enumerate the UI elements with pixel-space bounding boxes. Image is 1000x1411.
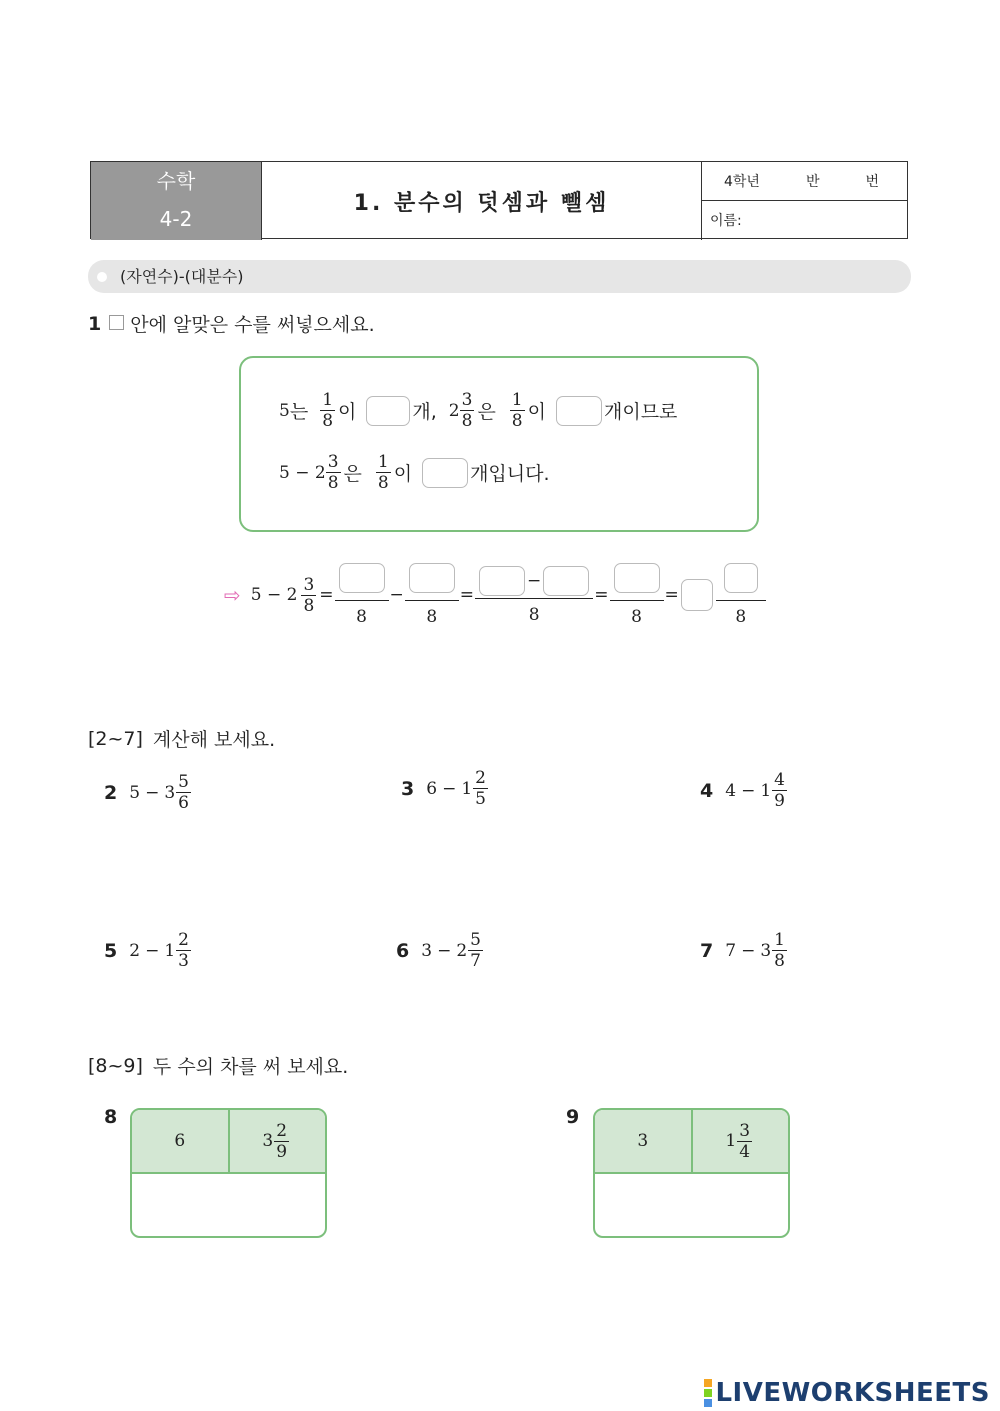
fraction — [376, 452, 391, 493]
minus-sign: − — [437, 940, 452, 961]
answer-input[interactable] — [556, 396, 602, 426]
question-instruction: 두 수의 차를 써 보세요. — [152, 1056, 349, 1078]
numerator: 1 — [774, 930, 785, 950]
math-number: 5 — [279, 400, 290, 421]
denominator: 9 — [276, 1141, 288, 1162]
number-label: 번 — [865, 174, 880, 190]
answer-area[interactable] — [132, 1174, 325, 1236]
table-cell-left: 6 — [174, 1131, 186, 1151]
question-number-8: 8 — [104, 1106, 118, 1128]
fraction — [176, 930, 191, 971]
text: 개, — [412, 401, 437, 423]
grade-class-row — [702, 162, 908, 201]
math-number: 3 — [421, 940, 433, 961]
denominator: 8 — [356, 607, 367, 627]
class-label: 반 — [805, 174, 820, 190]
question-number: 7 — [700, 939, 714, 962]
minus-sign: − — [527, 570, 542, 591]
table-values-row — [595, 1110, 788, 1174]
equals-sign: = — [664, 585, 679, 605]
whole-number: 3 — [262, 1131, 274, 1151]
answer-fraction — [405, 563, 459, 627]
answer-area[interactable] — [595, 1174, 788, 1236]
denominator: 8 — [461, 411, 473, 431]
problem-3 — [401, 768, 491, 809]
problem-6 — [396, 930, 486, 971]
answer-fraction — [335, 563, 389, 627]
worksheet-header — [90, 161, 908, 239]
name-row[interactable] — [702, 201, 908, 239]
numerator: 2 — [178, 930, 189, 950]
logo-mark-icon — [704, 1378, 712, 1408]
whole-number: 1 — [164, 940, 176, 961]
blank-square-icon — [109, 315, 124, 330]
fraction — [468, 930, 483, 971]
text: 개이므로 — [603, 401, 678, 423]
minus-sign: − — [741, 780, 756, 801]
whole-number: 1 — [760, 780, 772, 801]
math-number: 7 — [725, 940, 737, 961]
numerator: 3 — [327, 452, 339, 472]
denominator: 8 — [327, 473, 339, 493]
q2-7-heading — [88, 725, 275, 752]
question-number: 3 — [401, 777, 415, 800]
topic-label: (자연수)-(대분수) — [120, 267, 244, 286]
answer-fraction — [716, 563, 766, 627]
numerator: 2 — [475, 768, 486, 788]
text: 은 — [477, 401, 496, 423]
equation-line — [224, 560, 767, 630]
table-cell-right — [228, 1110, 326, 1172]
math-number: 4 — [725, 780, 737, 801]
question-number: 1 — [88, 312, 102, 335]
numerator — [475, 566, 593, 599]
denominator: 9 — [774, 791, 785, 811]
numerator: 1 — [377, 452, 389, 472]
table-values-row — [132, 1110, 325, 1174]
answer-input[interactable] — [366, 396, 410, 426]
text: 이 — [393, 463, 413, 485]
fraction — [473, 768, 488, 809]
numerator: 5 — [178, 772, 189, 792]
range-label: [8~9] — [88, 1054, 143, 1077]
math-number: 5 — [129, 782, 141, 803]
numerator: 3 — [739, 1120, 751, 1141]
denominator: 8 — [631, 607, 642, 627]
fraction — [737, 1121, 752, 1162]
numerator: 1 — [511, 390, 523, 410]
numerator — [610, 563, 664, 601]
problem-4 — [700, 770, 790, 811]
arrow-icon: ⇨ — [224, 583, 241, 607]
answer-input[interactable] — [543, 566, 589, 596]
equals-sign: = — [594, 585, 609, 605]
whole-number: 3 — [164, 782, 176, 803]
subject-label: 수학 — [156, 169, 196, 193]
question-number: 6 — [396, 939, 410, 962]
text: 개입니다. — [470, 463, 550, 485]
answer-input[interactable] — [339, 563, 385, 593]
difference-table-9 — [593, 1108, 790, 1238]
numerator: 1 — [322, 390, 334, 410]
subject-cell — [91, 162, 261, 240]
minus-sign: − — [389, 585, 404, 605]
minus-sign: − — [442, 778, 457, 799]
denominator: 8 — [774, 951, 785, 971]
text: 이 — [527, 401, 546, 423]
grade-label: 4학년 — [724, 174, 760, 190]
table-cell-left: 3 — [637, 1131, 649, 1151]
bullet-icon — [97, 272, 107, 282]
whole-number: 3 — [760, 940, 772, 961]
table-cell-right — [691, 1110, 789, 1172]
math-expression: 5 − 2 — [279, 462, 326, 483]
answer-input[interactable] — [409, 563, 455, 593]
numerator: 3 — [461, 390, 473, 410]
answer-input[interactable] — [422, 458, 468, 488]
difference-table-8 — [130, 1108, 327, 1238]
answer-fraction — [610, 563, 664, 627]
fraction — [772, 770, 787, 811]
q1-line-2 — [279, 452, 550, 493]
whole-number: 1 — [461, 778, 473, 799]
whole-number: 2 — [456, 940, 468, 961]
fraction — [460, 390, 475, 431]
numerator — [335, 563, 389, 601]
q1-heading — [88, 310, 375, 337]
liveworksheets-logo — [704, 1378, 990, 1408]
range-label: [2~7] — [88, 727, 143, 750]
question-number-9: 9 — [566, 1106, 580, 1128]
fraction — [301, 575, 316, 616]
numerator: 4 — [774, 770, 785, 790]
numerator — [716, 563, 766, 601]
question-number: 5 — [104, 939, 118, 962]
whole-number: 1 — [725, 1131, 737, 1151]
answer-fraction — [475, 566, 593, 625]
grade-term-label: 4-2 — [159, 207, 193, 231]
denominator: 5 — [475, 789, 486, 809]
question-instruction: 안에 알맞은 수를 써넣으세요. — [130, 314, 375, 336]
math-expression: 5 − 2 — [250, 585, 298, 605]
whole-number: 2 — [448, 400, 460, 421]
whole-answer-input[interactable] — [681, 579, 713, 611]
q1-line-1 — [279, 390, 677, 431]
denominator: 8 — [322, 411, 334, 431]
minus-sign: − — [145, 940, 160, 961]
fraction — [274, 1121, 289, 1162]
question-number: 4 — [700, 779, 714, 802]
problem-7 — [700, 930, 790, 971]
answer-input[interactable] — [479, 566, 525, 596]
fraction — [326, 452, 341, 493]
problem-2 — [104, 772, 194, 813]
text: 는 — [289, 401, 309, 423]
answer-input[interactable] — [614, 563, 660, 593]
topic-bar — [88, 260, 911, 293]
fraction — [510, 390, 525, 431]
denominator: 8 — [511, 411, 523, 431]
page-title: 1. 분수의 덧셈과 뺄셈 — [261, 162, 701, 240]
question-instruction: 계산해 보세요. — [152, 729, 276, 751]
denominator: 6 — [178, 793, 189, 813]
numerator: 5 — [470, 930, 481, 950]
text: 이 — [338, 401, 357, 423]
text: 은 — [343, 463, 362, 485]
equals-sign: = — [459, 585, 475, 605]
fraction — [320, 390, 335, 431]
minus-sign: − — [741, 940, 756, 961]
minus-sign: − — [145, 782, 160, 803]
denominator: 8 — [735, 607, 747, 627]
equals-sign: = — [319, 585, 334, 605]
denominator: 4 — [739, 1141, 751, 1162]
denominator: 8 — [303, 595, 315, 616]
denominator: 7 — [470, 951, 481, 971]
fraction — [176, 772, 191, 813]
denominator: 8 — [426, 607, 438, 627]
math-number: 2 — [129, 940, 141, 961]
math-number: 6 — [426, 778, 438, 799]
q8-9-heading — [88, 1052, 348, 1079]
question-number: 2 — [104, 781, 118, 804]
answer-input[interactable] — [724, 563, 758, 593]
denominator: 8 — [528, 604, 540, 625]
student-info — [701, 162, 908, 240]
numerator — [405, 563, 459, 601]
q1-explanation-box — [239, 356, 759, 532]
numerator: 2 — [276, 1120, 288, 1141]
fraction — [772, 930, 787, 971]
logo-text: LIVEWORKSHEETS — [715, 1378, 990, 1408]
denominator: 3 — [178, 951, 189, 971]
numerator: 3 — [303, 574, 315, 595]
denominator: 8 — [377, 473, 389, 493]
problem-5 — [104, 930, 194, 971]
name-label: 이름: — [710, 213, 742, 229]
